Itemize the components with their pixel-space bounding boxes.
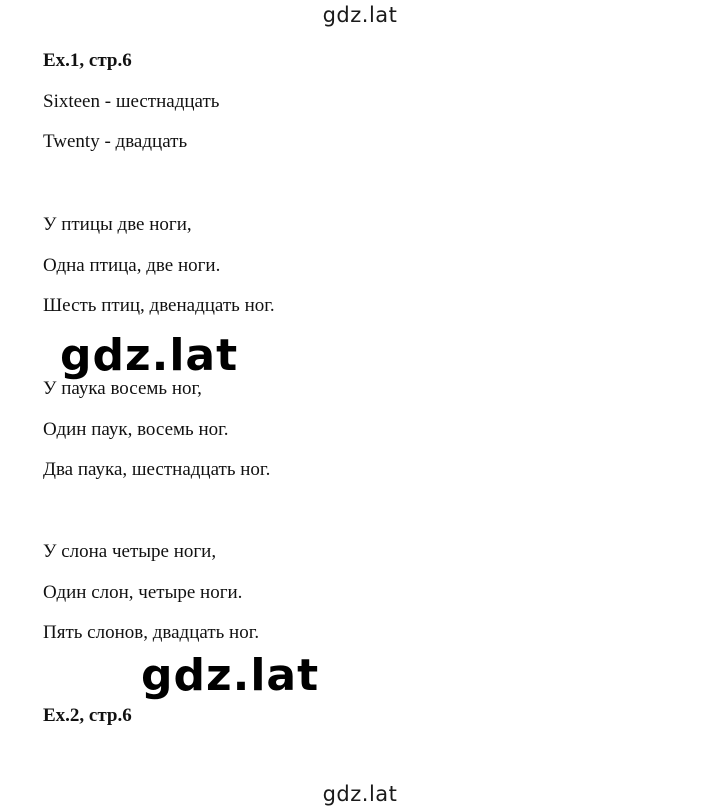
poem-line: Шесть птиц, двенадцать ног. bbox=[43, 295, 275, 316]
poem-line: У слона четыре ноги, bbox=[43, 541, 217, 562]
poem-line: Один паук, восемь ног. bbox=[43, 419, 229, 440]
watermark-middle: gdz.lat bbox=[60, 330, 239, 381]
exercise-heading-2: Ex.2, стр.6 bbox=[43, 705, 132, 726]
poem-line: У птицы две ноги, bbox=[43, 214, 192, 235]
poem-line: Пять слонов, двадцать ног. bbox=[43, 622, 260, 643]
watermark-bottom: gdz.lat bbox=[322, 782, 398, 806]
exercise-heading-1: Ex.1, стр.6 bbox=[43, 50, 132, 71]
vocab-line: Sixteen - шестнадцать bbox=[43, 91, 220, 112]
poem-line: У паука восемь ног, bbox=[43, 378, 202, 399]
poem-line: Один слон, четыре ноги. bbox=[43, 582, 243, 603]
poem-line: Два паука, шестнадцать ног. bbox=[43, 459, 271, 480]
poem-line: Одна птица, две ноги. bbox=[43, 255, 221, 276]
watermark-middle: gdz.lat bbox=[141, 650, 320, 701]
vocab-line: Twenty - двадцать bbox=[43, 131, 188, 152]
watermark-top: gdz.lat bbox=[322, 3, 398, 27]
